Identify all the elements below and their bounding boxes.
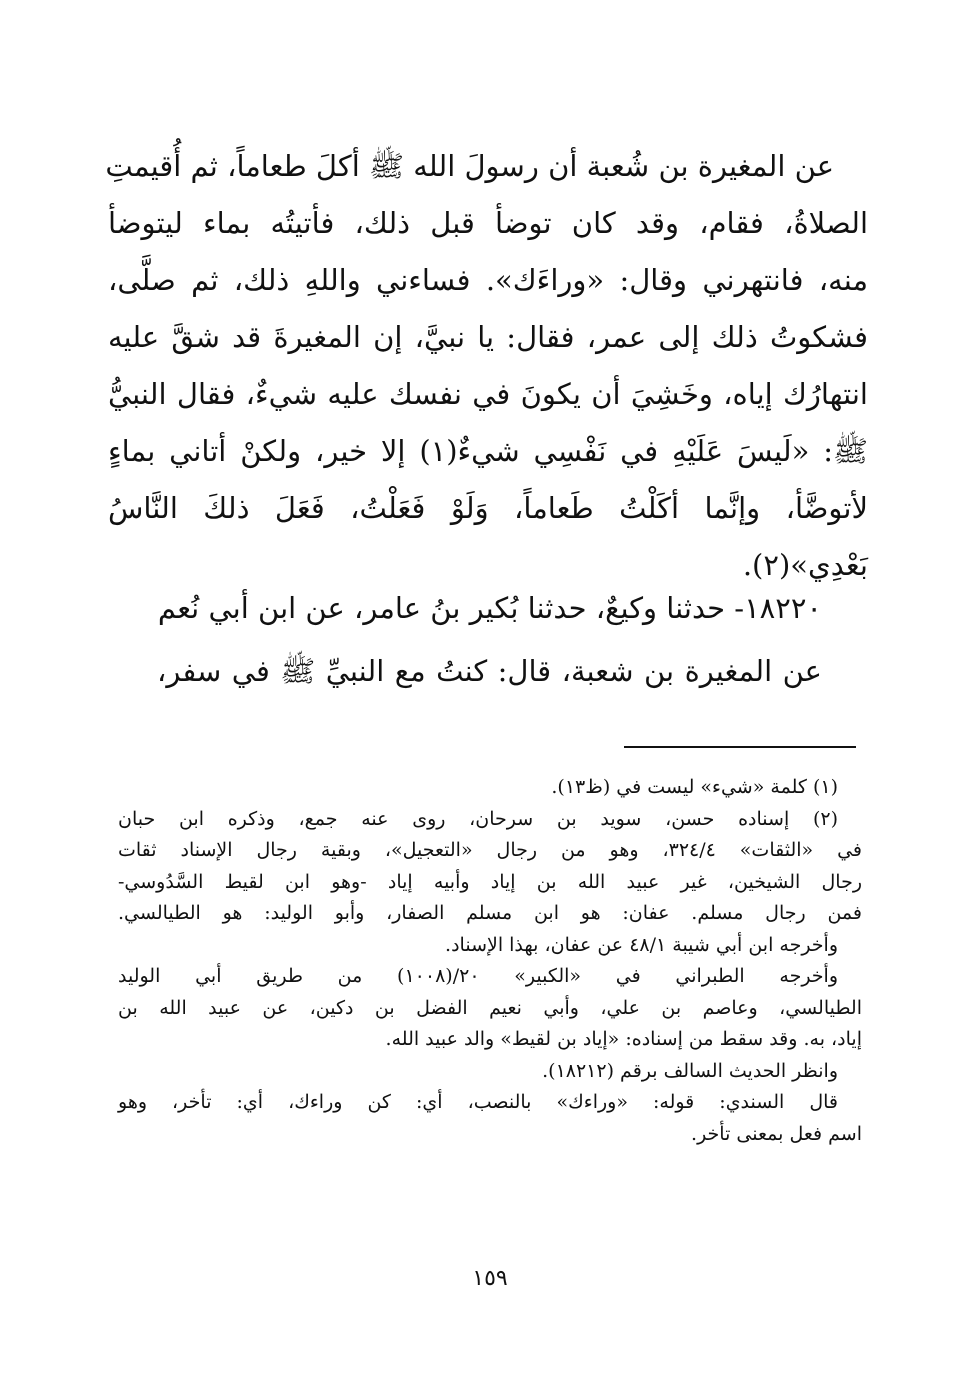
hadith-main-text <box>105 138 868 594</box>
hadith-number-chain: ١٨٢٢٠- حدثنا وكيعٌ، حدثنا بُكير بنُ عامر، عن ابن أبي نُعم <box>157 591 822 625</box>
footnote-line-11: قال السندي: قوله: «وراءك» بالنصب، أي: كن وراءك، أي: تأخر، وهو <box>118 1091 838 1113</box>
footnote-line-1: (١) كلمة «شيء» ليست في (ظ١٣). <box>551 776 838 798</box>
main-line-4: فشكوتُ ذلك إلى عمر، فقال: يا نبيَّ، إن المغيرةَ قد شقَّ عليه <box>108 320 868 354</box>
footnote-line-3: في «الثقات» ٣٢٤/٤، وهو من رجال «التعجيل»، وبقية رجال الإسناد ثقات <box>118 839 863 861</box>
footnotes <box>118 772 862 1150</box>
footnote-line-10: وانظر الحديث السالف برقم (١٨٢١٢). <box>542 1059 838 1082</box>
footnote-divider <box>624 746 856 748</box>
main-line-2: الصلاةُ، فقام، وقد كان توضأ قبل ذلك، فأتيتُه بماء ليتوضأ <box>108 206 868 240</box>
footnote-line-8: الطيالسي، وعاصم بن علي، وأبي نعيم الفضل بن دكين، عن عبيد الله بن <box>118 996 862 1019</box>
footnote-line-12: اسم فعل بمعنى تأخر. <box>691 1122 862 1145</box>
hadith-chain-continued: عن المغيرة بن شعبة، قال: كنتُ مع النبيِّ ﷺ في سفر، <box>157 654 822 688</box>
footnote-line-5: فمن رجال مسلم. عفان: هو ابن مسلم الصفار، وأبو الوليد: هو الطيالسي. <box>118 902 862 924</box>
main-line-7: لأتوضَّأ، وإنَّما أكَلْتُ طَعاماً، وَلَوْ فَعَلْتُ، فَعَلَ ذلكَ النَّاسُ <box>108 491 868 525</box>
footnote-line-4: رجال الشيخين، غير عبيد الله بن إياد وأبيه إياد -وهو ابن لقيط السَّدُوسي- <box>118 870 862 893</box>
main-line-1: عن المغيرة بن شُعبة أن رسولَ الله ﷺ أكلَ طعاماً، ثم أُقيمتِ <box>105 149 834 183</box>
page-number: ١٥٩ <box>472 1266 508 1291</box>
main-line-6: ﷺ: «لَيسَ عَلَيْهِ في نَفْسِي شيءٌ(١) إلا خير، ولكنْ أتاني بماءٍ <box>108 434 868 468</box>
footnote-line-7: وأخرجه الطبراني في «الكبير» ٢٠/(١٠٠٨) من طريق أبي الوليد <box>118 965 838 987</box>
main-line-3: منه، فانتهرني وقال: «وراءَك». فساءني واللهِ ذلك، ثم صلَّى، <box>108 263 868 297</box>
footnote-line-9: إياد، به. وقد سقط من إسناده: «إياد بن لقيط» والد عبيد الله. <box>385 1028 862 1050</box>
main-line-8: بَعْدِي»(٢). <box>742 548 868 582</box>
footnote-line-6: وأخرجه ابن أبي شيبة ٤٨/١ عن عفان، بهذا الإسناد. <box>445 933 838 956</box>
footnote-line-2: (٢) إسناده حسن، سويد بن سرحان، روى عنه جمع، وذكره ابن حبان <box>118 807 838 830</box>
main-line-5: انتهارُك إياه، وخَشِيَ أن يكونَ في نفسك عليه شيءٌ، فقال النبيُّ <box>108 377 868 411</box>
